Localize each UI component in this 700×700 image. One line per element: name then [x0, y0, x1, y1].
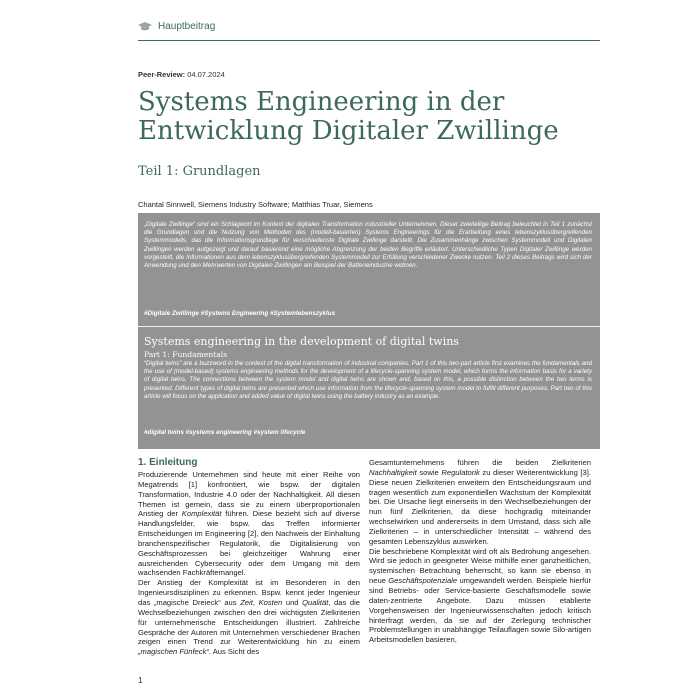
keywords-german: #Digitale Zwillinge #Systems Engineering #Systemlebenszyklus: [144, 310, 336, 317]
article-title: Systems Engineering in der Entwicklung Digitaler Zwillinge: [138, 87, 559, 146]
body-column-right: [369, 458, 591, 645]
paragraph: Die beschriebene Komplexität wird oft als Bedrohung angesehen. Wird sie jedoch in geeigneter Weise mithilfe einer ganzheitlichen, systemischen Betrachtung beherrscht, so kann sie ebenso in neue Geschäftspotenziale umgewandelt werden. Beispiele hierfür sind Betriebs- oder Service-basierte Geschäftsmodelle sowie daten-zentrierte Angebote. Dazu müssen etablierte Vorgehensweisen der Ingenieurwissenschaften jedoch kritisch hinterfragt werden, da sie auf der Zerlegung technischer Problemstellungen in unabhängige Teilauflagen sowie Silo-artigen Arbeitsmodellen basieren,: [369, 546, 591, 645]
abstract-english-title: Systems engineering in the development of digital twins: [144, 335, 459, 348]
paragraph: Produzierende Unternehmen sind heute mit einer Reihe von Megatrends [1] konfrontiert, wie bspw. der digitalen Transformation, Industrie 4.0 oder der Nachhaltigkeit. All diesen Themen ist gemein, dass sie zu einem überproportionalen Anstieg der Komplexität führen. Diese bezieht sich auf diverse Handlungsfelder, wie bspw. das Treffen informierter Entscheidungen im Engineering [2], den Nachweis der Einhaltung branchenspezifischer Regulatorik, die Digitalisierung von Geschäftsprozessen bei gleichzeitiger Wahrung einer ausreichenden Cybersecurity oder dem Umgang mit dem wachsenden Fachkräftemangel.: [138, 470, 360, 578]
peer-review-line: [138, 70, 225, 79]
paragraph: Der Anstieg der Komplexität ist im Besonderen in den Ingenieursdisziplinen zu erkennen. Bspw. kennt jeder Ingenieur das „magische Dreieck“ aus Zeit, Kosten und Qualität, das die Wechselbeziehungen zwischen den drei wichtigsten Zielkriterien für unternehmerische Entscheidungen illustriert. Zahlreiche Gespräche der Autoren mit Unternehmen verschiedener Brachen zeigen einen Trend zur Weiterentwicklung hin zu einem „magischen Fünfeck“. Aus Sicht des: [138, 578, 360, 657]
page-number: 1: [138, 676, 143, 685]
section-label: Hauptbeitrag: [158, 21, 216, 32]
article-subtitle: Teil 1: Grundlagen: [138, 164, 261, 179]
article-authors: Chantal Sinnwell, Siemens Industry Software; Matthias Truar, Siemens: [138, 200, 373, 209]
keywords-english: #digital twins #systems engineering #system lifecycle: [144, 429, 306, 436]
peer-review-date: 04.07.2024: [187, 70, 225, 79]
section-heading: 1. Einleitung: [138, 457, 198, 468]
section-header: [138, 21, 215, 32]
abstract-divider: [138, 326, 600, 327]
peer-review-label: Peer-Review:: [138, 70, 186, 79]
body-column-left: [138, 457, 360, 657]
abstract-box: [138, 213, 600, 449]
abstract-english: “Digital twins” are a buzzword in the context of the digital transformation of industrial companies. Part 1 of this two-part article first examines the fundamentals and the use of (model-based) systems engineering methods for the development of a lifecycle-spanning system model, which forms the information basis for a variety of digital twins. The connections between the system model and digital twins are shown and, based on this, a possible distinction between the two terms is presented. Different types of digital twins are presented which use information from the lifecycle-spanning system model to fulfill different purposes. Part two of this article will focus on the application and added value of digital twins using the battery industry as an example.: [144, 360, 592, 400]
abstract-german: „Digitale Zwillinge“ sind ein Schlagwort im Kontext der digitalen Transformation industrieller Unternehmen. Dieser zweiteilige Beitrag beleuchtet in Teil 1 zunächst die Grundlagen und die Nutzung von Methoden des (modell-basierten) Systems Engineerings für die Erarbeitung eines lebenszyklusübergreifenden Systemmodells, das die Informationsgrundlage für verschiedenste Digitale Zwillinge darstellt. Die Zusammenhänge zwischen Systemmodell und Digitalen Zwillingen werden aufgezeigt und darauf basierend eine mögliche Abgrenzung der beiden Begriffe erläutert. Unterschiedliche Typen Digitaler Zwillinge werden vorgestellt, die Informationen aus dem lebenszyklusübergreifenden Systemmodell zur Erfüllung verschiedener Zwecke nutzen. Teil 2 dieses Beitrags wird sich der Anwendung und den Mehrwerten von Digitalen Zwillingen am Beispiel der Batterieindustrie widmen.: [144, 221, 592, 270]
header-divider: [138, 40, 600, 41]
graduation-cap-icon: [138, 22, 152, 32]
paragraph: Gesamtunternehmens führen die beiden Zielkriterien Nachhaltigkeit sowie Regulatorik zu dieser Weiterentwicklung [3]. Diese neuen Zielkriterien erweitern den Entscheidungsraum und tragen wesentlich zum exponentiellen Wachstum der Komplexität bei. Die Ursache liegt einerseits in den Wechselbeziehungen der nun fünf Zielkriterien, da diese hochgradig miteinander wechselwirken und andererseits in dem Umstand, dass sich alle Zielkriterien – in unterschiedlicher Intensität – während des gesamten Lebenszyklus auswirken.: [369, 458, 591, 546]
abstract-english-part: Part 1: Fundamentals: [144, 350, 228, 359]
